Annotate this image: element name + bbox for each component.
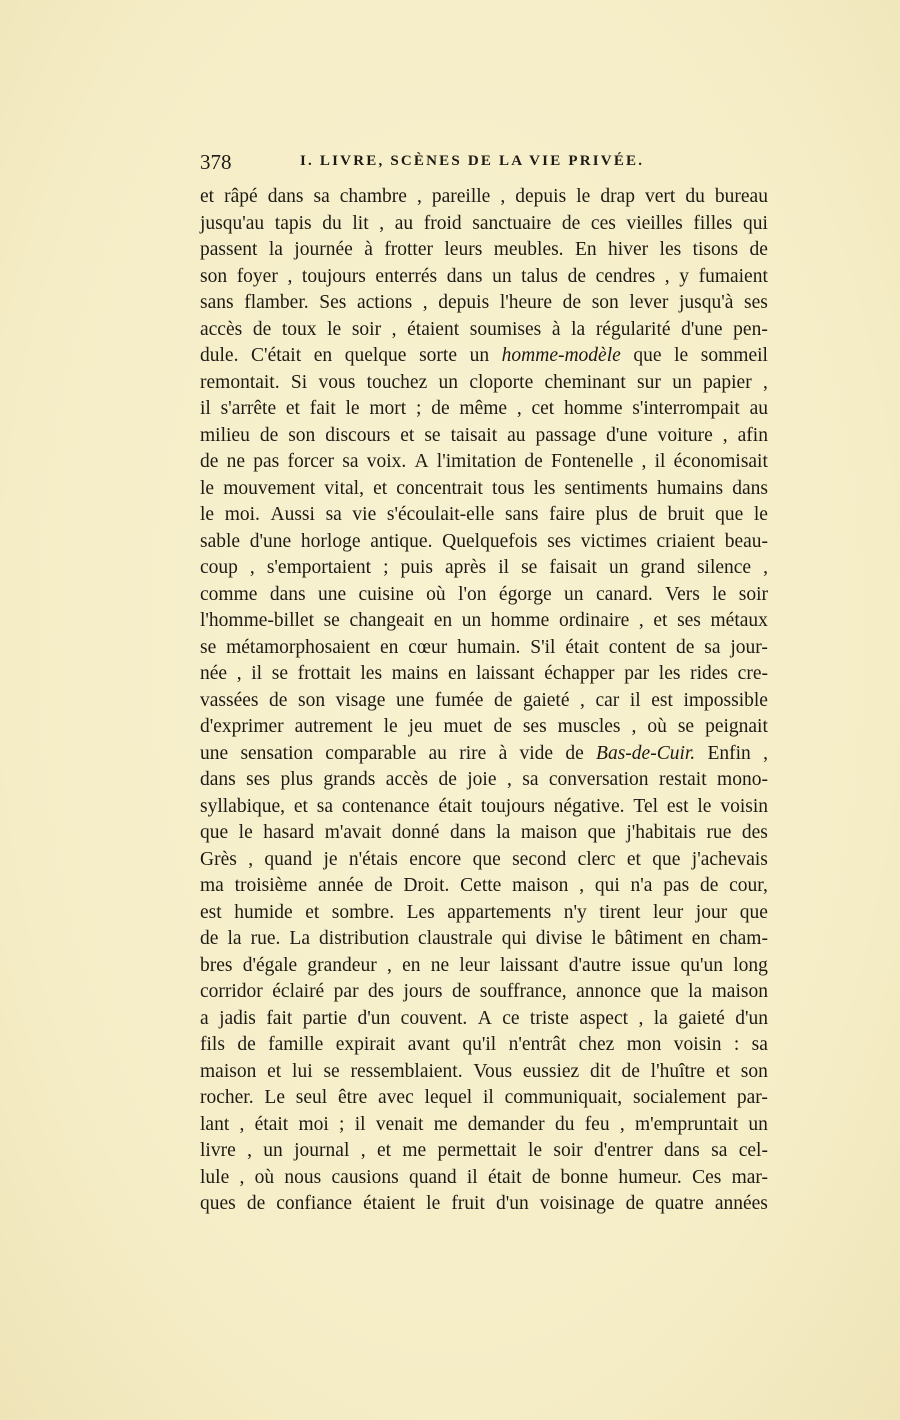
text-line: lant , était moi ; il venait me demander du feu , m'empruntait un [200, 1113, 768, 1135]
text-line: fils de famille expirait avant qu'il n'entrât chez mon voisin : sa [200, 1034, 768, 1055]
text-line: ma troisième année de Droit. Cette maison , qui n'a pas de cour, [200, 875, 768, 896]
text-line: dule. C'était en quelque sorte un homme-modèle que le sommeil [200, 345, 768, 366]
text-line: se métamorphosaient en cœur humain. S'il était content de sa jour- [200, 636, 768, 658]
text-line: vassées de son visage une fumée de gaieté , car il est impossible [200, 689, 768, 711]
text-line: remontait. Si vous touchez un cloporte cheminant sur un papier , [200, 371, 768, 393]
text-line: bres d'égale grandeur , en ne leur laissant d'autre issue qu'un long [200, 954, 768, 976]
text-line: jusqu'au tapis du lit , au froid sanctuaire de ces vieilles filles qui [200, 212, 768, 234]
text-line: rocher. Le seul être avec lequel il communiquait, socialement par- [200, 1087, 768, 1108]
text-line: de la rue. La distribution claustrale qui divise le bâtiment en cham- [200, 928, 768, 949]
text-line: que le hasard m'avait donné dans la maison que j'habitais rue des [200, 822, 768, 843]
text-line: il s'arrête et fait le mort ; de même , cet homme s'interrompait au [200, 398, 768, 419]
text-line: milieu de son discours et se taisait au passage d'une voiture , afin [200, 424, 768, 446]
text-line: livre , un journal , et me permettait le soir d'entrer dans sa cel- [200, 1140, 768, 1161]
text-line: ques de confiance étaient le fruit d'un voisinage de quatre années [200, 1193, 768, 1214]
text-line: maison et lui se ressemblaient. Vous eussiez dit de l'huître et son [200, 1060, 768, 1082]
body-text [200, 184, 768, 1218]
text-line: et râpé dans sa chambre , pareille , depuis le drap vert du bureau [200, 186, 768, 207]
text-line: le mouvement vital, et concentrait tous les sentiments humains dans [200, 477, 768, 499]
text-line: dans ses plus grands accès de joie , sa conversation restait mono- [200, 769, 768, 790]
text-line: son foyer , toujours enterrés dans un talus de cendres , y fumaient [200, 265, 768, 287]
text-line: a jadis fait partie d'un couvent. A ce triste aspect , la gaieté d'un [200, 1007, 768, 1029]
text-line: corridor éclairé par des jours de souffrance, annonce que la maison [200, 981, 768, 1002]
text-line: coup , s'emportaient ; puis après il se faisait un grand silence , [200, 557, 768, 578]
text-line: de ne pas forcer sa voix. A l'imitation de Fontenelle , il économisait [200, 451, 768, 472]
text-line: Grès , quand je n'étais encore que second clerc et que j'achevais [200, 848, 768, 870]
text-line: l'homme-billet se changeait en un homme ordinaire , et ses métaux [200, 610, 768, 631]
text-line: syllabique, et sa contenance était toujours négative. Tel est le voisin [200, 795, 768, 817]
text-line: lule , où nous causions quand il était de bonne humeur. Ces mar- [200, 1166, 768, 1188]
text-line: est humide et sombre. Les appartements n'y tirent leur jour que [200, 901, 768, 923]
running-title: I. LIVRE, SCÈNES DE LA VIE PRIVÉE. [300, 153, 645, 169]
text-line: née , il se frottait les mains en laissant échapper par les rides cre- [200, 663, 768, 684]
text-line: sans flamber. Ses actions , depuis l'heure de son lever jusqu'à ses [200, 292, 768, 313]
text-line: accès de toux le soir , étaient soumises à la régularité d'une pen- [200, 318, 768, 340]
text-line: d'exprimer autrement le jeu muet de ses muscles , où se peignait [200, 716, 768, 737]
text-line: une sensation comparable au rire à vide de Bas-de-Cuir. Enfin , [200, 742, 768, 764]
text-line: le moi. Aussi sa vie s'écoulait-elle sans faire plus de bruit que le [200, 504, 768, 525]
text-line: passent la journée à frotter leurs meubles. En hiver les tisons de [200, 239, 768, 260]
page-header [200, 150, 768, 178]
page-number: 378 [200, 150, 232, 174]
text-line: sable d'une horloge antique. Quelquefois ses victimes criaient beau- [200, 530, 768, 552]
text-line: comme dans une cuisine où l'on égorge un canard. Vers le soir [200, 583, 768, 605]
